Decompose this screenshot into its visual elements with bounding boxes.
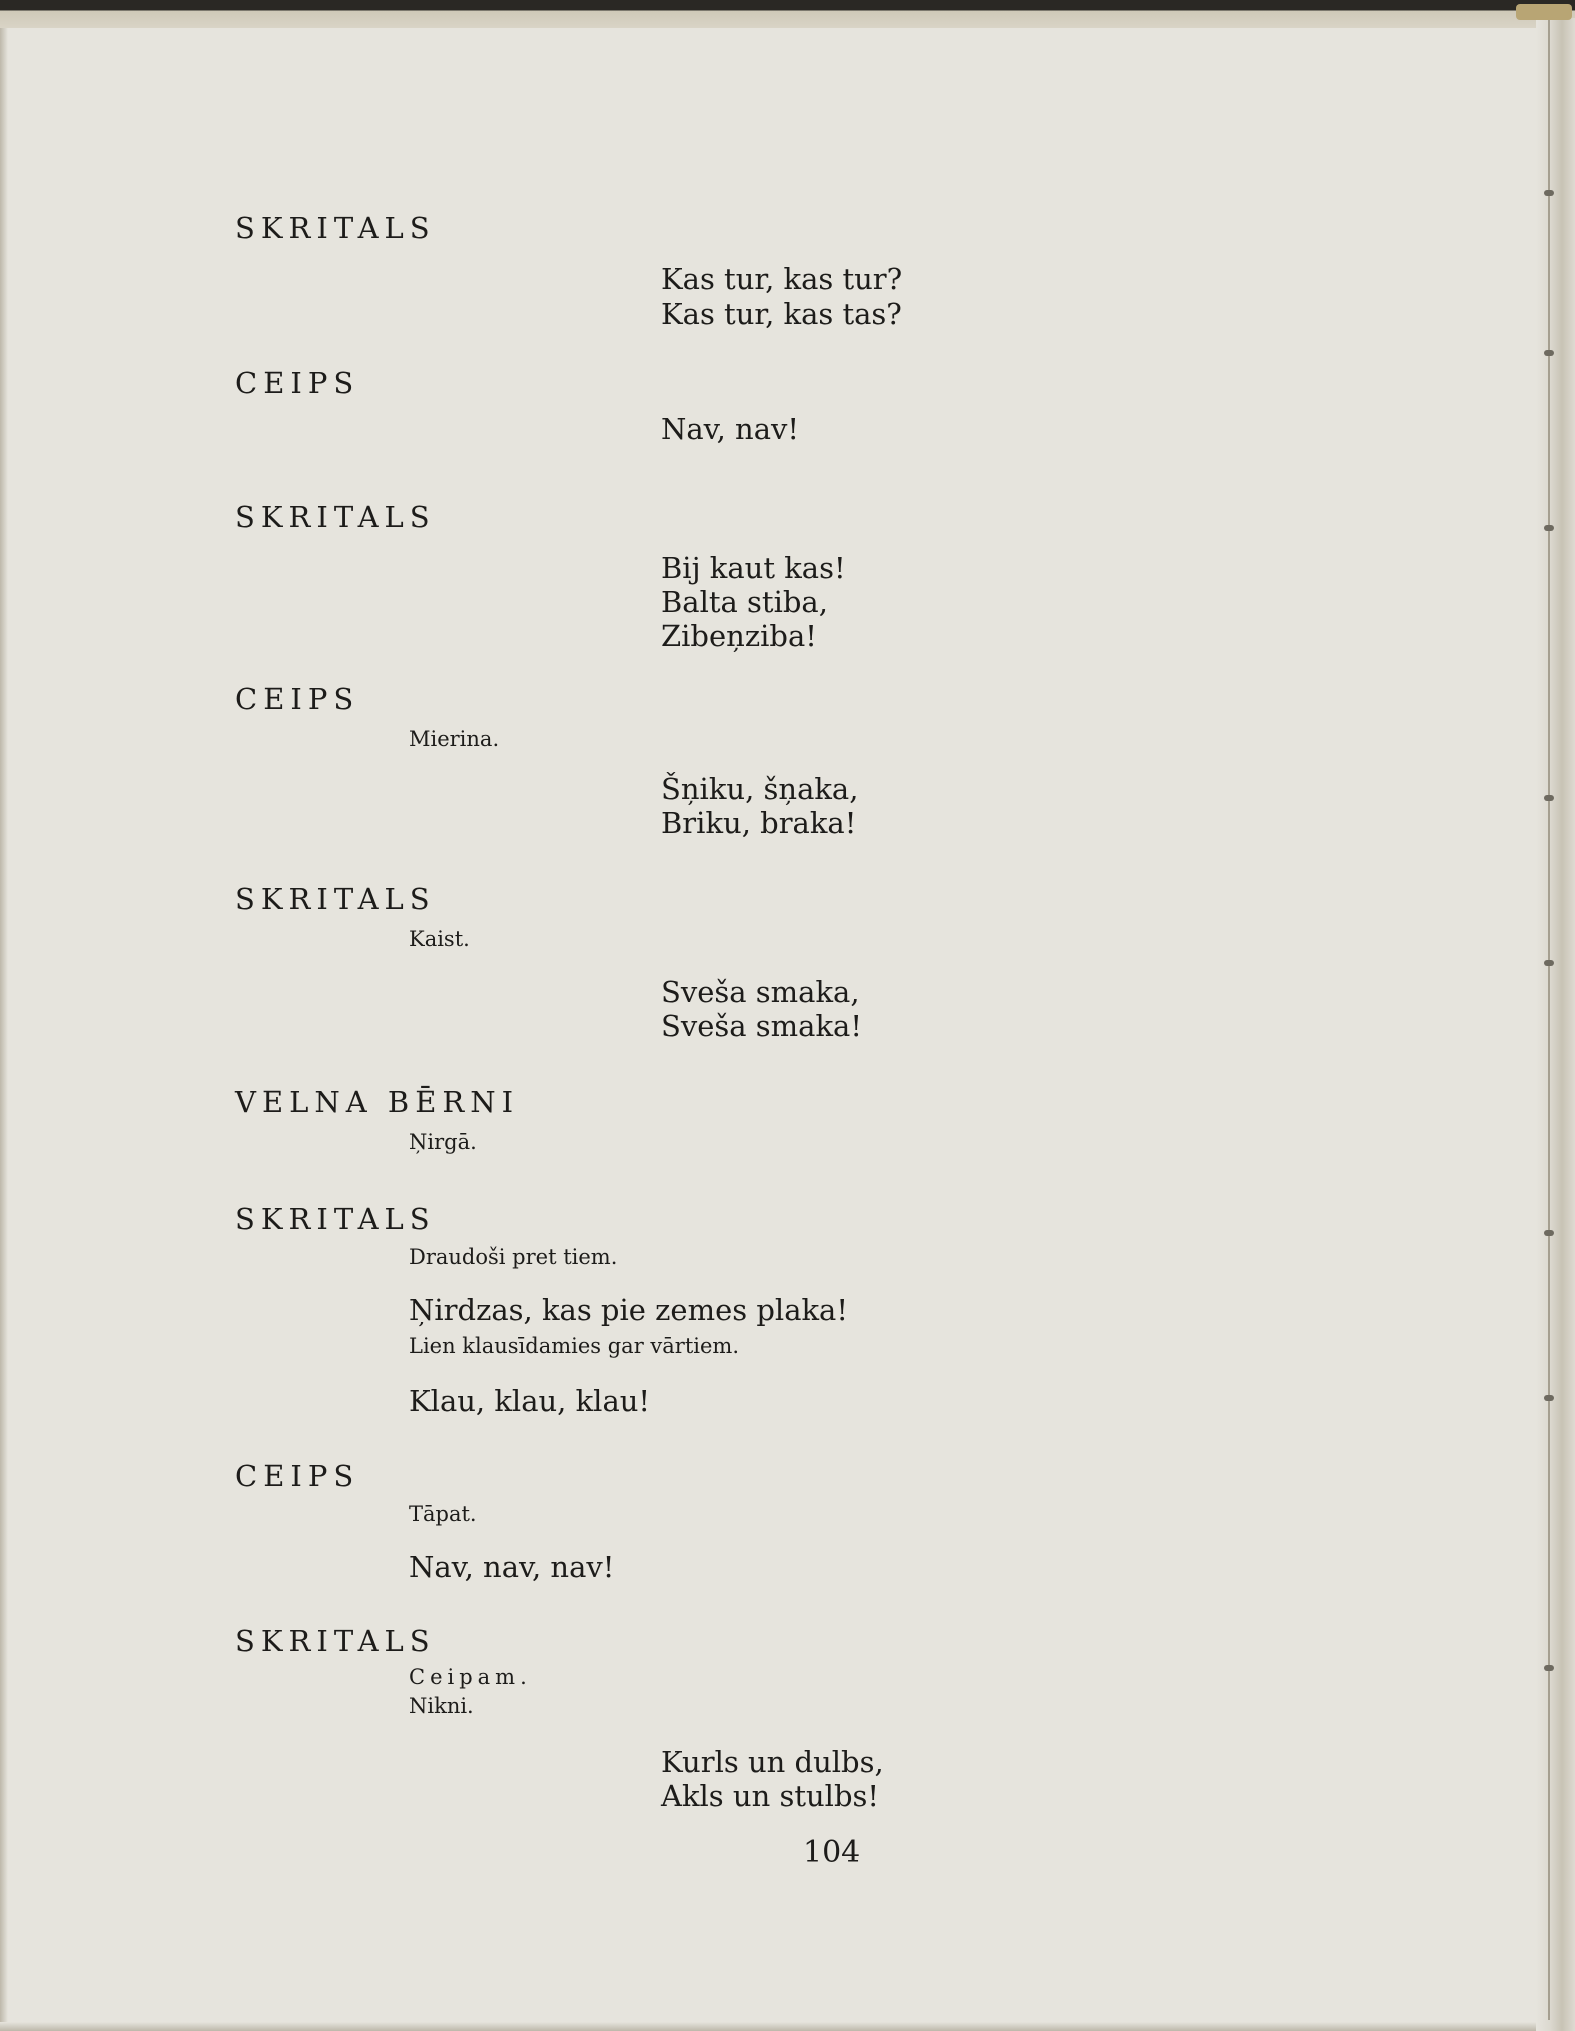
stage-direction: Nikni.: [409, 1694, 474, 1718]
page-bottom-edge: [0, 2022, 1575, 2031]
verse-line: Akls un stulbs!: [661, 1779, 880, 1813]
binding-stitch: [1544, 960, 1554, 966]
speaker-skritals: SKRITALS: [235, 1624, 436, 1658]
page-number: 104: [803, 1835, 861, 1870]
speaker-skritals: SKRITALS: [235, 500, 436, 534]
verse-line: Nav, nav, nav!: [409, 1550, 615, 1584]
verse-line: Zibeņziba!: [661, 619, 817, 653]
verse-line: Balta stiba,: [661, 585, 828, 619]
speaker-skritals: SKRITALS: [235, 211, 436, 245]
speaker-skritals: SKRITALS: [235, 882, 436, 916]
verse-line: Sveša smaka,: [661, 975, 860, 1009]
stage-direction: Lien klausīdamies gar vārtiem.: [409, 1334, 740, 1358]
bookmark-thread: [1516, 4, 1572, 20]
page-left-edge: [0, 28, 8, 2031]
speaker-skritals: SKRITALS: [235, 1202, 436, 1236]
binding-stitch: [1544, 1395, 1554, 1401]
stage-direction: Mierina.: [409, 727, 500, 751]
binding-stitch: [1544, 190, 1554, 196]
verse-line: Ņirdzas, kas pie zemes plaka!: [409, 1293, 848, 1327]
speaker-velna-berni: VELNA BĒRNI: [235, 1085, 520, 1119]
stage-direction: Ceipam.: [409, 1665, 532, 1689]
stage-direction: Ņirgā.: [409, 1130, 477, 1154]
binding-spine-line: [1548, 20, 1550, 2020]
verse-line: Kurls un dulbs,: [661, 1745, 884, 1779]
speaker-ceips: CEIPS: [235, 366, 360, 400]
verse-line: Sveša smaka!: [661, 1009, 862, 1043]
stage-direction: Draudoši pret tiem.: [409, 1245, 618, 1269]
verse-line: Kas tur, kas tur?: [661, 262, 903, 296]
stage-direction: Kaist.: [409, 927, 470, 951]
verse-line: Bij kaut kas!: [661, 551, 846, 585]
binding-stitch: [1544, 1665, 1554, 1671]
verse-line: Briku, braka!: [661, 806, 857, 840]
speaker-ceips: CEIPS: [235, 682, 360, 716]
page-top-edge: [0, 0, 1575, 28]
speaker-ceips: CEIPS: [235, 1459, 360, 1493]
binding-stitch: [1544, 350, 1554, 356]
verse-line: Klau, klau, klau!: [409, 1384, 651, 1418]
verse-line: Kas tur, kas tas?: [661, 297, 902, 331]
verse-line: Šņiku, šņaka,: [661, 772, 859, 806]
binding-stitch: [1544, 795, 1554, 801]
verse-line: Nav, nav!: [661, 412, 800, 446]
binding-stitch: [1544, 525, 1554, 531]
book-binding: [1536, 18, 1575, 2031]
binding-stitch: [1544, 1230, 1554, 1236]
stage-direction: Tāpat.: [409, 1502, 477, 1526]
